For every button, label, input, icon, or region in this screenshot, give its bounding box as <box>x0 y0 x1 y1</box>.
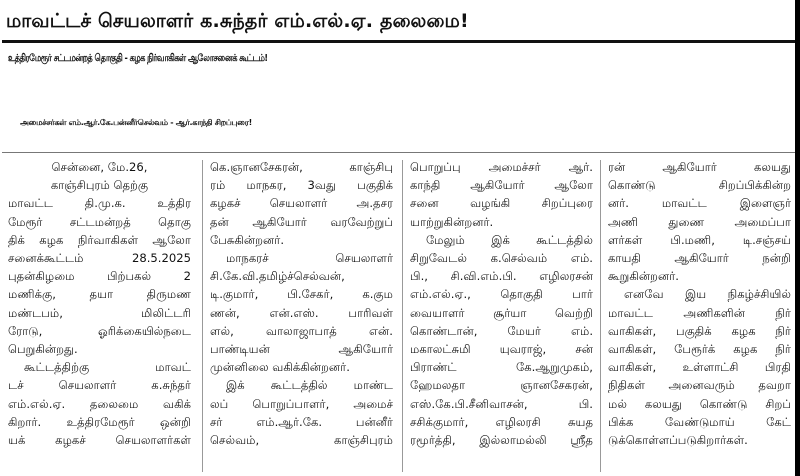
column-line: ரம் மாநகர, 3வது பகுதிக் <box>210 178 393 193</box>
column-line: கொண்டு சிறப்பிக்கின்ற <box>608 178 791 193</box>
column-divider <box>402 160 403 472</box>
column-line: கிறார். உத்திரமேரூர் ஒன்றி <box>8 414 191 429</box>
column-line: சி.கே.வி.தமிழ்ச்செல்வன், <box>210 269 345 284</box>
column-line: பெறுகின்றது. <box>8 342 78 357</box>
headline: உத்திரமேரூர் சட்டமன்றத் தொகுதி - கழக நிர்வாகிகள் ஆலோசனைக் கூட்டம்! <box>8 52 268 64</box>
column-line: மாநகரச் செயலாளர் <box>226 251 393 266</box>
column-line: எம்.எல்.ஏ. தலைமை வகிக் <box>8 396 191 411</box>
column-line: மகாலட்சுமி யுவராஜ், சன் <box>410 342 593 357</box>
column-line: முன்னிலை வகிக்கின்றனர். <box>210 360 350 375</box>
column-line: வையாளர் சூர்யா வெற்றி <box>410 305 593 320</box>
subheadline: அமைச்சர்கள் எம்.ஆர்.கே.பன்னீர்செல்வம் - ஆர்.காந்தி சிறப்புரை! <box>20 118 252 127</box>
column-line: மேலும் இக் கூட்டத்தில் <box>426 232 593 247</box>
column-line: டச் செயலாளர் க.சுந்தர் <box>8 378 191 393</box>
column-line: யாற்றுகின்றனர். <box>410 214 494 229</box>
column-line: மண்டபம், மிலிட்டரி <box>8 305 191 320</box>
column-line: மாவட்ட தி.மு.க. உத்திர <box>8 196 191 211</box>
column-line: சசிக்குமார், எழிலரசி சுயத <box>410 414 593 429</box>
column-line: வாகிகள், உள்ளாட்சி பிரதி <box>608 360 791 375</box>
column-line: கொண்டான், மேயர் எம். <box>410 323 593 338</box>
column-line: பி., சி.வி.எம்.பி. எழிலரசன் <box>410 269 593 284</box>
column-line: தன் ஆகியோர் வரவேற்றுப் <box>210 214 393 229</box>
article-column-4 <box>608 158 791 474</box>
column-line: இக் கூட்டத்தில் மாண்ட <box>226 378 393 393</box>
headline-rule <box>2 152 798 153</box>
column-line: எஸ்.கே.பி.சீனிவாசன், பி. <box>410 396 593 411</box>
article-column-3 <box>410 158 593 474</box>
column-line: பேசுகின்றனர். <box>210 232 285 247</box>
column-line: ரோடு, ஓரிக்கையில்நடை <box>8 323 191 338</box>
column-line: மாவட்ட அணிகளின் நிர் <box>608 305 791 320</box>
column-line: சென்னை, மே.26, <box>51 160 148 174</box>
column-line: சனைக்கூட்டம் 28.5.2025 <box>8 251 191 266</box>
column-line: காந்தி ஆகியோர் ஆலோ <box>410 178 593 193</box>
column-line: காயதி ஆகியோர் நன்றி <box>608 251 791 266</box>
column-line: ணன், என்.எஸ். பாரிவள் <box>210 305 393 320</box>
column-line: யக் கழகச் செயலாளர்கள் <box>8 433 191 448</box>
column-line: கழகச் செயலாளர் அ.தசர <box>210 196 393 211</box>
column-line: ரமூர்த்தி, இல்லாமல்லி ஸ்ரீத <box>410 433 593 448</box>
column-line: காஞ்சிபுரம் தெற்கு <box>50 178 149 193</box>
column-line: திக் கழக நிர்வாகிகள் ஆலோ <box>8 232 191 247</box>
page-edge-border <box>795 0 800 476</box>
column-line: பாண்டியன் ஆகியோர் <box>210 342 393 357</box>
column-line: ளல், வாலாஜாபாத் என். <box>210 323 393 338</box>
kicker-rule <box>2 40 798 43</box>
column-line: ரன் ஆகியோர் கலயது <box>608 160 791 174</box>
article-column-2 <box>210 158 393 474</box>
column-line: எனவே இய நிகழ்ச்சியில் <box>624 287 791 302</box>
column-line: னர். மாவட்ட இளைஞர் <box>608 196 791 211</box>
column-line: சனை வழங்கி சிறப்புரை <box>410 196 593 211</box>
column-line: ளர்கள் பி.மணி, டி.சஞ்சய் <box>608 232 791 247</box>
column-line: செல்வம், காஞ்சிபுரம் <box>210 433 393 448</box>
column-line: மணிக்கு, தயா திருமண <box>8 287 191 302</box>
column-line: புதன்கிழமை பிற்பகல் 2 <box>8 269 191 284</box>
column-line: ஹேமலதா ஞானசேகரன், <box>410 378 593 393</box>
column-line: சிறுவேடல் க.செல்வம் எம். <box>410 251 593 266</box>
column-divider <box>202 160 203 472</box>
column-line: லப் பொறுப்பாளர், அமைச் <box>210 396 393 411</box>
column-line: பிராண்ட் கே.ஆறுமுகம், <box>410 360 593 375</box>
column-line: அணி துணை அமைப்பா <box>608 214 791 229</box>
column-line: பிக்க வேண்டுமாய் கேட் <box>608 414 791 429</box>
column-line: வாகிகள், பகுதிக் கழக நிர் <box>608 323 791 338</box>
column-divider <box>600 160 601 472</box>
column-line: மேரூர் சட்டமன்றத் தொகு <box>8 214 191 229</box>
column-line: டி.குமார், பி.சேகர், க.கும <box>210 287 393 302</box>
column-line: கூறுகின்றனர். <box>608 269 679 284</box>
column-line: கூட்டத்திற்கு மாவட் <box>24 360 191 375</box>
column-line: எம்.எல்.ஏ., தொகுதி பார் <box>410 287 593 302</box>
column-line: டுக்கொள்ளப்படுகிறார்கள். <box>608 433 748 448</box>
column-line: சர் எம்.ஆர்.கே. பன்னீர் <box>210 414 393 429</box>
kicker-text: மாவட்டச் செயலாளர் க.சுந்தர் எம்.எல்.ஏ. தலைமை! <box>6 10 469 32</box>
column-line: பொறுப்பு அமைச்சர் ஆர். <box>410 160 593 174</box>
article-column-1 <box>8 158 191 474</box>
column-line: வாகிகள், பேரூர்க் கழக நிர் <box>608 342 791 357</box>
column-line: நிதிகள் அனைவரும் தவறா <box>608 378 791 393</box>
column-line: கெ.ஞானசேகரன், காஞ்சிபு <box>210 160 393 174</box>
column-line: மல் கலயது கொண்டு சிறப் <box>608 396 791 411</box>
